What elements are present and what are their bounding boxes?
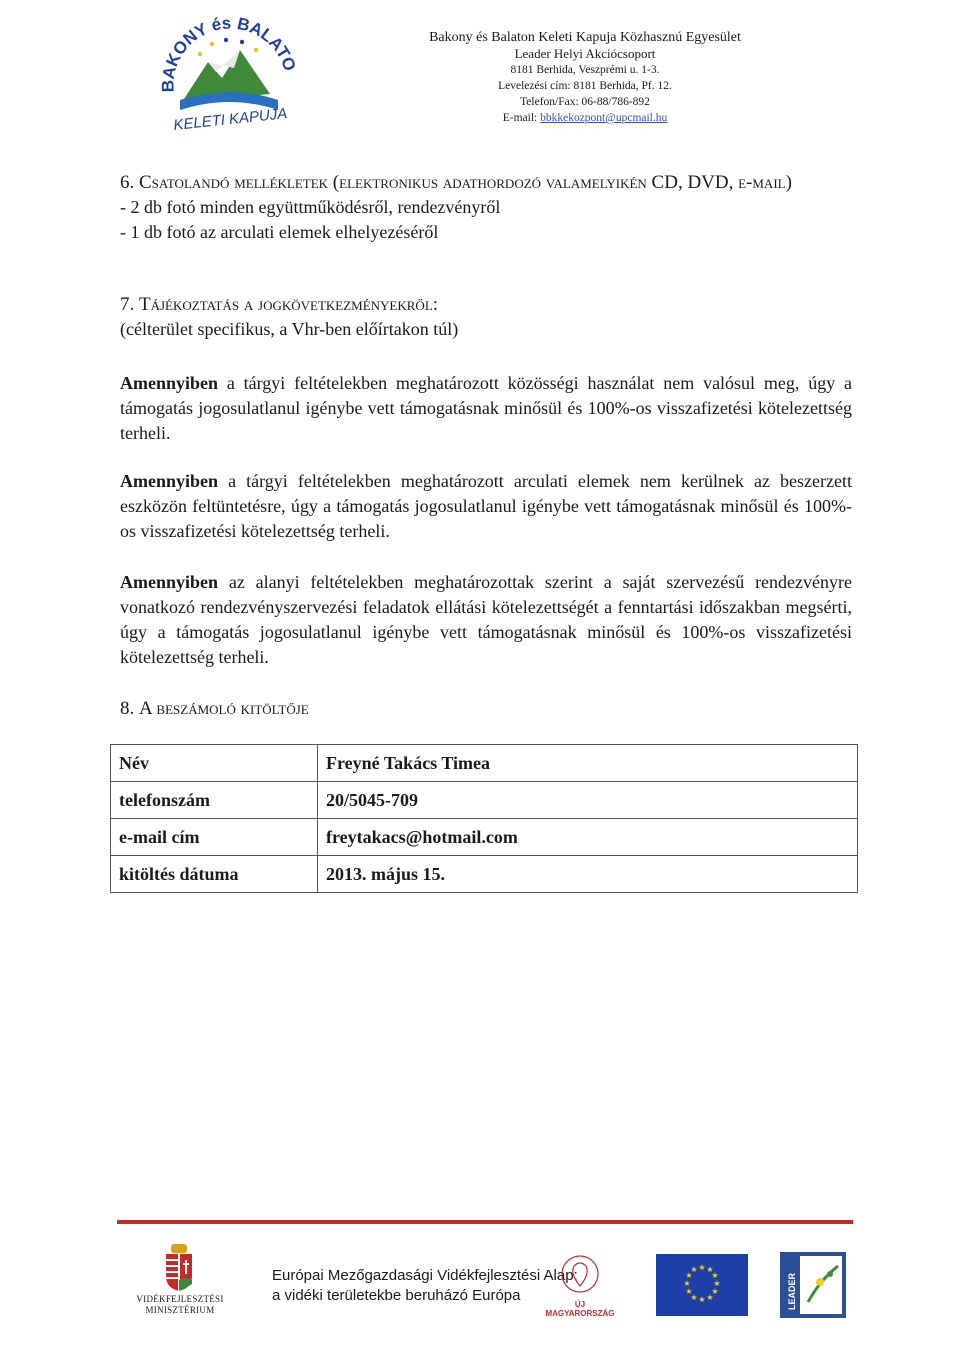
section-6-title-a: Csatolandó mellékletek (elektronikus adathordozó valamelyikén xyxy=(139,172,652,193)
section-7 xyxy=(120,292,856,342)
paragraph-text: a tárgyi feltételekben meghatározott arculati elemek nem kerülnek az beszerzett eszközön feltüntetésre, úgy a támogatás jogosulatlanul igénybe vett támogatásnak minősül és 100%-os visszafizetési kötelezettség terheli. xyxy=(120,471,852,541)
svg-text:★: ★ xyxy=(713,1279,721,1288)
ministry-name xyxy=(120,1294,240,1316)
section-6-item: - 2 db fotó minden együttműködésről, rendezvényről xyxy=(120,197,501,217)
section-8-title xyxy=(120,696,309,721)
logo-text-bottom: KELETI KAPUJA xyxy=(172,105,289,132)
fund-line-1: Európai Mezőgazdasági Vidékfejlesztési Alap: xyxy=(272,1267,578,1284)
paragraph-text: az alanyi feltételekben meghatározottak szerint a saját szervezésű rendezvényre vonatkozó rendezvényszervezési feladatok ellátási kötelezettségét a fenntartási időszakban megsérti, úgy a támogatás jogosulatlanul igénybe vett támogatásnak minősül és 100%-os visszafizetési kötelezettség terheli. xyxy=(120,572,852,667)
filler-info-table xyxy=(110,744,858,893)
org-address: 8181 Berhida, Veszprémi u. 1-3. xyxy=(510,64,660,76)
svg-text:★: ★ xyxy=(706,1265,714,1274)
section-6-title-c: e-mail) xyxy=(738,172,792,193)
eafrd-slogan xyxy=(272,1266,578,1306)
eu-flag-icon xyxy=(656,1254,748,1316)
svg-text:★: ★ xyxy=(711,1271,719,1280)
email-link[interactable]: bbkkekozpont@upcmail.hu xyxy=(540,112,668,124)
svg-text:★: ★ xyxy=(690,1293,698,1302)
svg-text:★: ★ xyxy=(685,1287,693,1296)
svg-text:★: ★ xyxy=(683,1279,691,1288)
org-group: Leader Helyi Akciócsoport xyxy=(514,46,656,61)
paragraph-lead: Amennyiben xyxy=(120,471,219,491)
table-label: Név xyxy=(111,745,318,782)
table-row xyxy=(111,782,858,819)
email-label: E-mail: xyxy=(502,112,541,124)
svg-text:★: ★ xyxy=(698,1295,706,1304)
section-6-item: - 1 db fotó az arculati elemek elhelyezéséről xyxy=(120,222,439,242)
organization-logo xyxy=(160,14,300,132)
paragraph-lead: Amennyiben xyxy=(120,373,219,393)
table-label: kitöltés dátuma xyxy=(111,856,318,893)
section-6 xyxy=(120,170,856,245)
table-value: Freyné Takács Timea xyxy=(318,745,858,782)
svg-text:★: ★ xyxy=(711,1287,719,1296)
fund-line-2: a vidéki területekbe beruházó Európa xyxy=(272,1287,521,1304)
leader-label: LEADER xyxy=(787,1272,797,1310)
uj-magyarorszag-label: ÚJ MAGYARORSZÁG xyxy=(545,1300,615,1318)
org-name: Bakony és Balaton Keleti Kapuja Közhasznú Egyesület xyxy=(429,30,741,45)
paragraph xyxy=(120,469,852,544)
hungarian-coat-of-arms-icon xyxy=(162,1244,196,1292)
logo-text-top: BAKONY és BALATO xyxy=(160,14,300,93)
table-value: 2013. május 15. xyxy=(318,856,858,893)
table-row xyxy=(111,856,858,893)
section-6-number: 6. xyxy=(120,172,139,193)
section-7-subtitle: (célterület specifikus, a Vhr-ben előírtakon túl) xyxy=(120,319,459,339)
svg-text:★: ★ xyxy=(685,1271,693,1280)
table-label: telefonszám xyxy=(111,782,318,819)
table-value: 20/5045-709 xyxy=(318,782,858,819)
paragraph-text: a tárgyi feltételekben meghatározott közösségi használat nem valósul meg, úgy a támogatás jogosulatlanul igénybe vett támogatásnak minősül és 100%-os visszafizetési kötelezettség terheli. xyxy=(120,373,852,443)
table-label: e-mail cím xyxy=(111,819,318,856)
leader-logo-icon xyxy=(780,1252,846,1318)
svg-text:★: ★ xyxy=(690,1265,698,1274)
ministry-line-2: MINISZTÉRIUM xyxy=(145,1305,215,1315)
section-7-title-text: Tájékoztatás a jogkövetkezményekről: xyxy=(139,294,439,315)
organization-contact-block xyxy=(372,30,798,126)
paragraph xyxy=(120,371,852,446)
org-postal-address: Levelezési cím: 8181 Berhida, Pf. 12. xyxy=(498,80,672,92)
org-phone: Telefon/Fax: 06-88/786-892 xyxy=(520,96,650,108)
paragraph xyxy=(120,570,852,670)
table-row xyxy=(111,745,858,782)
svg-text:★: ★ xyxy=(706,1293,714,1302)
section-8-number: 8. xyxy=(120,698,139,719)
uj-magyarorszag-logo-icon xyxy=(560,1252,600,1298)
table-row xyxy=(111,819,858,856)
ministry-line-1: VIDÉKFEJLESZTÉSI xyxy=(136,1294,224,1304)
section-6-title xyxy=(120,170,856,195)
footer-divider xyxy=(117,1220,853,1224)
org-email-line xyxy=(372,110,798,126)
table-value: freytakacs@hotmail.com xyxy=(318,819,858,856)
paragraph-lead: Amennyiben xyxy=(120,572,219,592)
section-6-title-b: CD, DVD, xyxy=(651,172,739,193)
section-8-title-text: A beszámoló kitöltője xyxy=(139,698,309,719)
svg-text:★: ★ xyxy=(698,1263,706,1272)
section-7-title xyxy=(120,292,856,317)
section-7-number: 7. xyxy=(120,294,139,315)
